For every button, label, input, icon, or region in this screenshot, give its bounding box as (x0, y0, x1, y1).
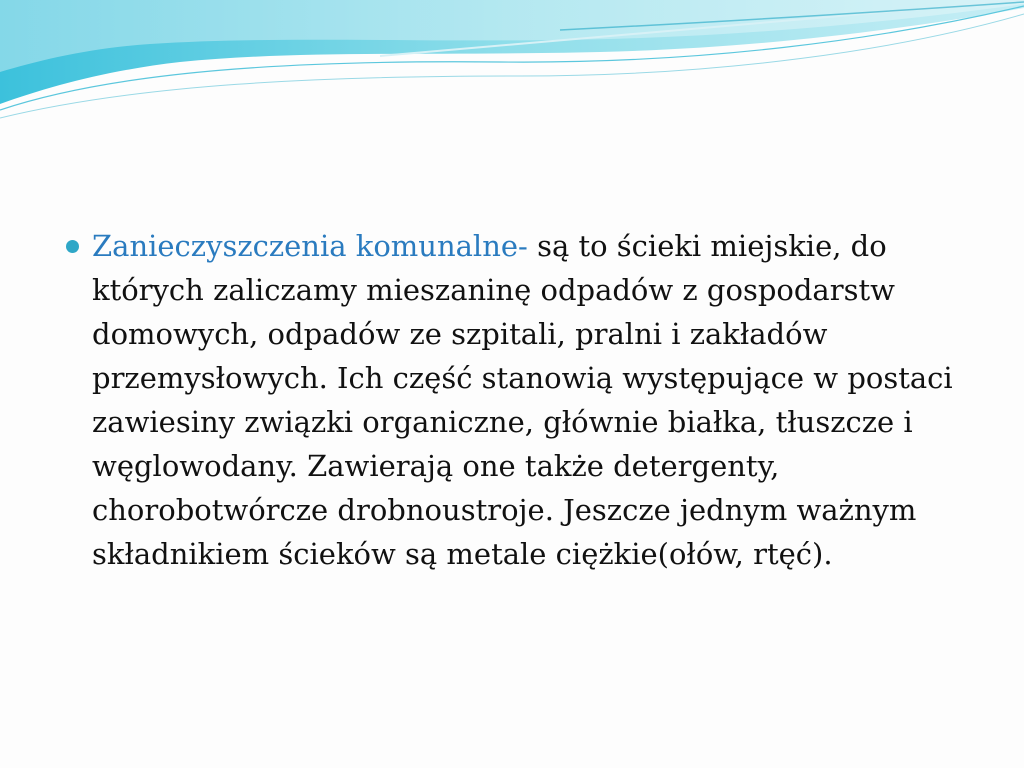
bullet-text: są to ścieki miejskie, do których zaliczamy mieszaninę odpadów z gospodarstw domowych, odpadów ze szpitali, pralni i zakładów przemysłowych. Ich część stanowią występujące w postaci zawiesiny związki organiczne, głównie białka, tłuszcze i węglowodany. Zawierają one także detergenty, chorobotwórcze drobnoustroje. Jeszcze jednym ważnym składnikiem ścieków są metale ciężkie(ołów, rtęć). (92, 229, 953, 571)
bullet-dot (66, 240, 79, 253)
bullet-term: Zanieczyszczenia komunalne- (92, 229, 528, 263)
slide-content (64, 224, 964, 576)
bullet-item (64, 224, 964, 576)
decorative-wave-header (0, 0, 1024, 140)
